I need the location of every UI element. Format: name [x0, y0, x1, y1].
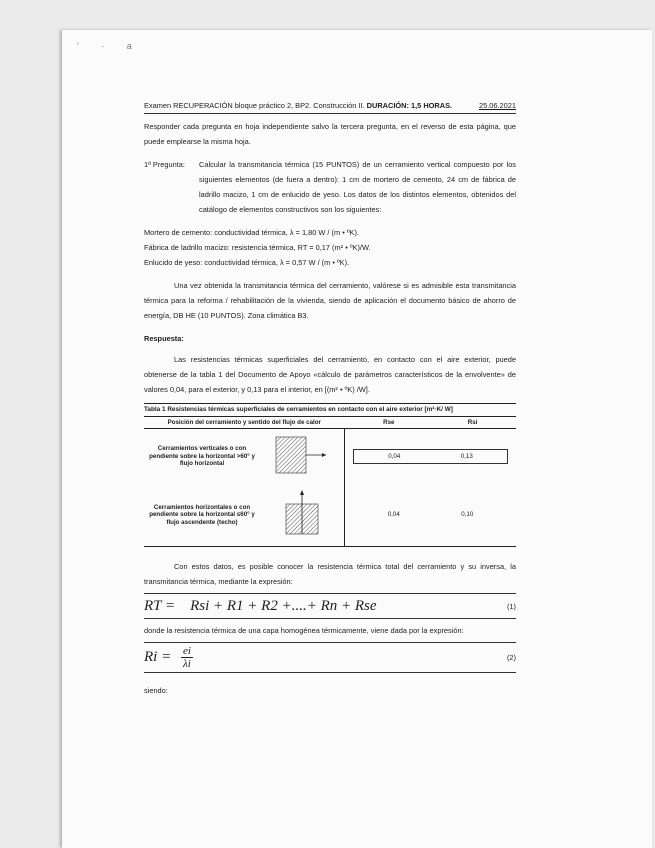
- header-rse: Rse: [383, 418, 395, 426]
- formula-2-lhs: Ri =: [144, 648, 172, 665]
- header-title: Examen RECUPERACIÓN bloque práctico 2, BP2. Construcción II.: [144, 101, 365, 110]
- table-header-position: Posición del cerramiento y sentido del flujo de calor: [144, 417, 345, 429]
- formula-2-denominator: λi: [183, 658, 191, 670]
- formula-1-number: (1): [506, 601, 516, 611]
- question-1: [144, 157, 516, 217]
- table-1: [144, 403, 516, 547]
- horizontal-roof-icon: [260, 484, 345, 547]
- exam-header: [144, 100, 516, 114]
- vertical-wall-icon: [260, 429, 345, 484]
- formula-1-lhs: RT =: [144, 598, 176, 614]
- value-rse: 0,04: [387, 511, 400, 518]
- document-content: [144, 100, 516, 698]
- header-duration: DURACIÓN: 1,5 HORAS.: [366, 101, 453, 110]
- pencil-marks: ' · a: [77, 41, 142, 51]
- formula-1-expression: [144, 596, 377, 616]
- formula-1: [144, 593, 516, 619]
- question-label: 1ª Pregunta:: [144, 160, 185, 169]
- row-label: Cerramientos horizontales o con pendiente sobre la horizontal ≤60° y flujo ascendente (techo): [144, 484, 260, 547]
- header-date: 25.06.2021: [479, 101, 516, 110]
- formula-1-rhs: Rsi + R1 + R2 +....+ Rn + Rse: [190, 598, 377, 614]
- formula-2: [144, 642, 516, 673]
- table-header-rse-rsi: [345, 417, 517, 429]
- value-rsi: 0,13: [460, 452, 473, 460]
- question-text: Calcular la transmitancia térmica (15 PUNTOS) de un cerramiento vertical compuesto por los siguientes elementos (de fuera a dentro): 1 cm de mortero de cemento, 24 cm de fábrica de ladrillo macizo, 1 cm de enlucido de yeso. Los datos de los distintos elementos, obtenidos del catálogo de elementos constructivos son los siguientes:: [199, 160, 516, 214]
- formula-2-fraction: [181, 645, 193, 670]
- material-item: Mortero de cemento: conductividad térmica, λ = 1,80 W / (m • ºK).: [144, 228, 359, 237]
- paragraph-resistances: Las resistencias térmicas superficiales del cerramiento, en contacto con el aire exterior, puede obtenerse de la tabla 1 del Documento de Apoyo «cálculo de parámetros característicos de la envolvente» de valores 0,04, para el exterior, y 0,13 para el interior, en [(m² • ºK) /W].: [144, 355, 516, 394]
- paragraph-layer-resistance: donde la resistencia térmica de una capa homogénea térmicamente, viene dada por la expresión:: [144, 626, 464, 635]
- paragraph-total-resistance: Con estos datos, es posible conocer la resistencia térmica total del cerramiento y su inversa, la transmitancia térmica, mediante la expresión:: [144, 562, 516, 586]
- formula-2-numerator: ei: [182, 645, 191, 657]
- respuesta-heading: Respuesta:: [144, 334, 184, 343]
- row-label: Cerramientos verticales o con pendiente sobre la horizontal >60° y flujo horizontal: [149, 445, 255, 467]
- siendo-text: siendo:: [144, 686, 168, 695]
- table-row: [144, 429, 516, 484]
- table-row: [144, 484, 516, 547]
- materials-list: [144, 225, 516, 270]
- formula-2-number: (2): [506, 653, 516, 662]
- row-values: [345, 484, 517, 547]
- value-rse: 0,04: [388, 452, 401, 460]
- material-item: Fábrica de ladrillo macizo: resistencia térmica, RT = 0,17 (m² • ºK)/W.: [144, 243, 371, 252]
- value-rsi: 0,10: [461, 511, 474, 518]
- intro-text: Responder cada pregunta en hoja independiente salvo la tercera pregunta, en el reverso de esta página, que puede emplearse la misma hoja.: [144, 122, 516, 146]
- paragraph-evaluation: Una vez obtenida la transmitancia térmica del cerramiento, valórese si es admisible esta transmitancia térmica para la reforma / rehabilitación de la vivienda, siendo de aplicación el documento básico de ahorro de energía, DB HE (10 PUNTOS). Zona climática B3.: [144, 281, 516, 320]
- header-rsi: Rsi: [467, 418, 478, 426]
- formula-2-expression: [144, 645, 193, 670]
- row-values: [345, 429, 517, 484]
- table-caption: Tabla 1 Resistencias térmicas superficiales de cerramientos en contacto con el aire exterior [m²·K/ W]: [144, 403, 516, 417]
- material-item: Enlucido de yeso: conductividad térmica, λ = 0,57 W / (m • ºK).: [144, 258, 350, 267]
